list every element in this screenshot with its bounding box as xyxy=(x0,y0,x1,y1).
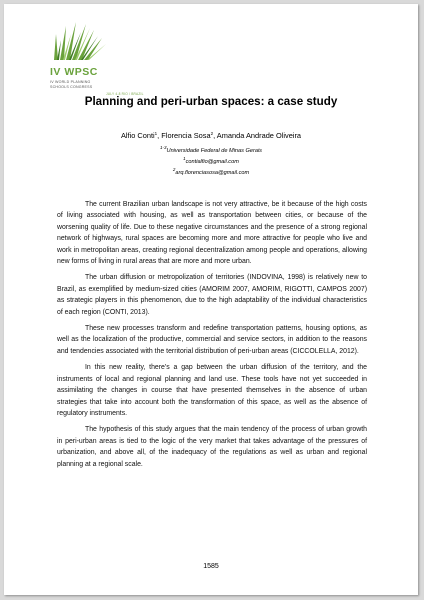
author-separator: , xyxy=(213,131,217,140)
wpsc-emblem-icon xyxy=(48,20,112,66)
page-number: 1585 xyxy=(203,563,219,570)
author-name: Alfio Conti xyxy=(120,131,155,140)
author-name: Amanda Andrade Oliveira xyxy=(216,131,302,140)
author-sup: 1 xyxy=(154,131,158,136)
body-paragraph: In this new reality, there’s a gap between the urban diffusion of the territory, and the instruments of local and regional planning and land use. These tools have not yet succeeded in assimilating the changes in course that have presented themselves in the absence of urban strategies that take into account both the transformation of this space, as well as the absence of regulatory instruments. xyxy=(57,364,367,417)
conference-logo xyxy=(48,20,178,96)
affiliation-email-2 xyxy=(4,167,418,176)
author-name: Florencia Sosa xyxy=(161,131,211,140)
body-paragraph: The hypothesis of this study argues that the main tendency of the process of urban growth in peri-urban areas is tied to the logic of the very market that takes advantage of the pressures of urbanization, and above all, of the inadequacy of the regulations as well as urban and regional planning at a regional scale. xyxy=(57,426,367,468)
body-paragraph: The urban diffusion or metropolization of territories (INDOVINA, 1998) is relatively new to Brazil, as exemplified by medium-sized cities (AMORIM 2007, AMORIM, RIGOTTI, CAMPOS 2007) as strategic players in this phenomenon, due to the high adaptability of the individual characteristics of each region (CONTI, 2013). xyxy=(57,274,367,316)
body-paragraph: These new processes transform and redefine transportation patterns, housing options, as well as the localization of the productive, commercial and service sectors, in addition to the reasons and tendencies associated with the territorial distribution of peri-urban areas (CICCOLELLA, 2012). xyxy=(57,325,367,355)
affiliation-text: contialfio@gmail.com xyxy=(185,159,239,165)
author-separator: , xyxy=(157,131,162,140)
body-paragraph: The current Brazilian urban landscape is not very attractive, be it because of the high costs of living associated with housing, as well as transportation between cities, or because of the worsening quality of life. Due to these negative circumstances and the presence of a strong regional network of highways, rural spaces are becoming more and more attractive for people who live and work in metropolitan areas, creating regional decentralization among people and operations, allowing new forms of living in rural areas that are more and more urban. xyxy=(57,201,367,266)
paper-title: Planning and peri-urban spaces: a case study xyxy=(84,95,338,108)
affiliation-text: arq.florenciasosa@gmail.com xyxy=(175,170,250,176)
body-text xyxy=(57,199,367,475)
author-sup: 2 xyxy=(210,131,214,136)
affiliation-sup: 1-3 xyxy=(160,145,167,150)
affiliation-sup: 2 xyxy=(172,167,176,172)
affiliation-text: Universidade Federal de Minas Gerais xyxy=(166,148,262,154)
author-list xyxy=(4,131,418,140)
logo-subtitle-line1: IV WORLD PLANNING xyxy=(50,80,91,84)
affiliation-university xyxy=(4,145,418,154)
logo-subtitle-line2: SCHOOLS CONGRESS xyxy=(50,85,93,89)
affiliation-sup: 1 xyxy=(183,156,186,161)
document-page xyxy=(4,4,418,595)
logo-tagline: JULY 4-8 RIO / BRAZIL xyxy=(106,92,144,96)
affiliation-email-1 xyxy=(4,156,418,165)
logo-title: IV WPSC xyxy=(50,66,98,78)
